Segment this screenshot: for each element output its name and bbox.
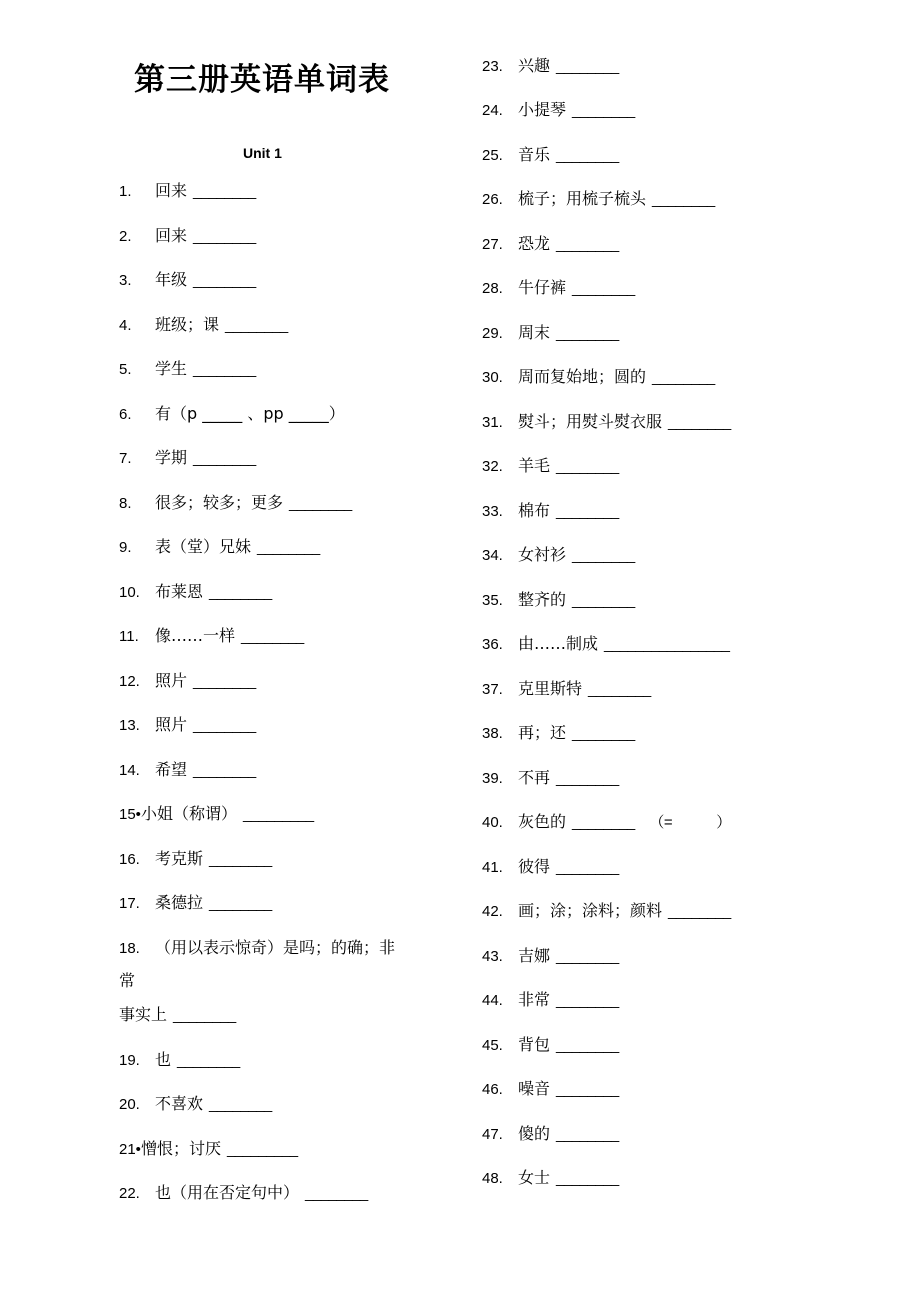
item-number: 25. [482,147,503,164]
item-meaning: 不喜欢 [155,1094,204,1113]
item-meaning: 有（p _____ 、pp _____） [155,404,345,423]
item-number: 19. [119,1052,140,1069]
answer-blank[interactable]: ________ [193,272,256,289]
item-number: 48. [482,1170,503,1187]
item-meaning: 学期 [155,448,188,467]
vocab-item [482,277,635,300]
answer-blank[interactable]: ________ [572,280,635,297]
answer-blank[interactable]: ________ [209,1096,272,1113]
vocab-item [482,99,635,122]
answer-blank[interactable]: ________ [668,414,731,431]
answer-blank[interactable]: ________ [556,147,619,164]
answer-blank[interactable]: ________ [241,628,304,645]
item-number: 3. [119,272,132,289]
item-meaning: 彼得 [518,857,551,876]
item-number: 37. [482,681,503,698]
vocab-item [119,803,314,826]
item-meaning: 回来 [155,226,188,245]
answer-blank[interactable]: ________ [556,992,619,1009]
answer-blank[interactable]: ________ [556,458,619,475]
vocab-item [119,714,256,737]
item-number: 8. [119,495,132,512]
vocab-item [119,759,256,782]
item-meaning: 克里斯特 [518,679,583,698]
item-meaning: 女士 [518,1168,551,1187]
item-number: 23. [482,58,503,75]
item-number: 1. [119,183,132,200]
item-number: 46. [482,1081,503,1098]
vocab-item [119,314,288,337]
answer-blank[interactable]: ________ [652,369,715,386]
answer-blank[interactable]: ________ [556,503,619,520]
item-number: 43. [482,948,503,965]
answer-blank[interactable]: _________ [242,806,314,823]
vocab-item [119,225,256,248]
item-number: 31. [482,414,503,431]
vocab-item [119,269,256,292]
vocab-item [482,188,715,211]
answer-blank[interactable]: ________ [257,539,320,556]
answer-blank[interactable]: ________ [305,1185,368,1202]
vocab-item [482,811,731,834]
item-meaning: 女衬衫 [518,545,567,564]
vocab-item [482,722,635,745]
item-meaning: （用以表示惊奇）是吗；的确；非常 [119,938,396,990]
item-number: 27. [482,236,503,253]
item-number: 20. [119,1096,140,1113]
vocab-item [482,678,651,701]
vocab-item [119,1049,240,1072]
item-number: 38. [482,725,503,742]
vocab-item [119,403,351,426]
item-meaning: 兴趣 [518,56,551,75]
item-meaning: 班级；课 [155,315,220,334]
vocab-item [119,180,256,203]
answer-blank[interactable]: ________ [225,317,288,334]
vocab-item [119,932,409,998]
item-number: 10. [119,584,140,601]
item-number: 33. [482,503,503,520]
item-meaning: 非常 [518,990,551,1009]
vocab-item [119,358,256,381]
item-meaning: 也 [155,1050,172,1069]
vocab-item [482,767,619,790]
vocab-item [119,670,256,693]
answer-blank[interactable]: ________ [556,770,619,787]
vocab-item [119,625,304,648]
answer-blank[interactable]: ________ [193,183,256,200]
item-meaning: 周而复始地；圆的 [518,367,647,386]
answer-blank[interactable]: ________ [556,1126,619,1143]
answer-blank[interactable]: ________ [173,1007,236,1024]
item-meaning: 像……一样 [155,626,236,645]
answer-blank[interactable]: _________ [226,1141,298,1158]
item-meaning: 表（堂）兄妹 [155,537,252,556]
item-meaning: 音乐 [518,145,551,164]
item-meaning: 照片 [155,671,188,690]
vocab-item [482,55,619,78]
vocab-item [482,1078,619,1101]
vocab-item [482,366,715,389]
item-number: 14. [119,762,140,779]
vocab-item [482,945,619,968]
item-number: 18. [119,940,140,957]
item-number: 44. [482,992,503,1009]
vocab-item [482,900,731,923]
item-meaning: 再；还 [518,723,567,742]
answer-blank[interactable]: ________ [556,236,619,253]
vocab-item [119,1138,298,1161]
item-meaning: 恐龙 [518,234,551,253]
item-number: 40. [482,814,503,831]
item-number: 9. [119,539,132,556]
answer-blank[interactable]: ________ [289,495,352,512]
vocab-item [482,633,730,656]
vocab-item [119,447,256,470]
answer-blank[interactable]: ________ [572,725,635,742]
item-meaning: 牛仔裤 [518,278,567,297]
vocab-item [482,544,635,567]
vocab-item [482,455,619,478]
item-number: 6. [119,406,132,423]
item-number: 4. [119,317,132,334]
answer-blank[interactable]: ________ [193,673,256,690]
item-number: 7. [119,450,132,467]
item-number: 28. [482,280,503,297]
vocab-item [119,1182,368,1205]
item-number: 30. [482,369,503,386]
unit-heading: Unit 1 [243,145,282,161]
answer-blank[interactable]: ________ [193,450,256,467]
item-number: 5. [119,361,132,378]
item-meaning: 憎恨；讨厌 [140,1139,221,1158]
vocab-item [482,144,619,167]
item-number: 32. [482,458,503,475]
item-meaning: 周末 [518,323,551,342]
vocab-item [482,1167,619,1190]
answer-blank[interactable]: ________ [556,58,619,75]
item-meaning: 小姐（称谓） [140,804,237,823]
answer-blank[interactable]: ________ [652,191,715,208]
item-meaning: 希望 [155,760,188,779]
answer-blank[interactable]: ________ [209,851,272,868]
answer-blank[interactable]: ________ （= ） [572,814,731,831]
item-meaning: 学生 [155,359,188,378]
answer-blank[interactable]: ________ [193,228,256,245]
item-number: 15• [119,806,141,823]
item-number: 12. [119,673,140,690]
vocab-item [119,892,272,915]
answer-blank[interactable]: ________ [209,584,272,601]
item-number: 41. [482,859,503,876]
item-meaning: 梳子；用梳子梳头 [518,189,647,208]
vocab-item [119,492,352,515]
vocab-item [119,581,272,604]
item-number: 13. [119,717,140,734]
item-number: 45. [482,1037,503,1054]
item-number: 39. [482,770,503,787]
item-meaning: 回来 [155,181,188,200]
vocab-item [482,989,619,1012]
answer-blank[interactable]: ________ [556,325,619,342]
item-number: 42. [482,903,503,920]
item-meaning: 事实上 [119,1005,168,1024]
answer-blank[interactable]: ________ [193,717,256,734]
item-meaning: 整齐的 [518,590,567,609]
answer-blank[interactable]: ________ [193,762,256,779]
item-meaning: 噪音 [518,1079,551,1098]
vocab-item [482,411,731,434]
vocab-item [482,1123,619,1146]
vocab-item [119,1004,236,1027]
answer-blank[interactable]: ________________ [604,636,730,653]
item-number: 2. [119,228,132,245]
vocab-item [482,233,619,256]
item-meaning: 照片 [155,715,188,734]
answer-blank[interactable]: ________ [556,1081,619,1098]
item-meaning: 画；涂；涂料；颜料 [518,901,663,920]
item-meaning: 桑德拉 [155,893,204,912]
answer-blank[interactable]: ________ [556,859,619,876]
page-title: 第三册英语单词表 [134,62,390,98]
item-meaning: 背包 [518,1035,551,1054]
item-meaning: 吉娜 [518,946,551,965]
item-meaning: 羊毛 [518,456,551,475]
item-number: 47. [482,1126,503,1143]
answer-blank[interactable]: ________ [177,1052,240,1069]
item-meaning: 小提琴 [518,100,567,119]
item-number: 22. [119,1185,140,1202]
vocab-item [119,536,320,559]
item-meaning: 考克斯 [155,849,204,868]
item-number: 34. [482,547,503,564]
item-meaning: 棉布 [518,501,551,520]
item-number: 11. [119,628,139,645]
vocab-item [119,1093,272,1116]
item-meaning: 很多；较多；更多 [155,493,284,512]
answer-blank[interactable]: ________ [193,361,256,378]
vocab-item [482,589,635,612]
item-number: 36. [482,636,503,653]
vocab-item [482,500,619,523]
answer-blank[interactable]: ________ [572,102,635,119]
item-number: 35. [482,592,503,609]
item-number: 24. [482,102,503,119]
vocab-item [119,848,272,871]
answer-blank[interactable]: ________ [209,895,272,912]
item-number: 17. [119,895,140,912]
answer-blank[interactable]: ________ [588,681,651,698]
item-meaning: 傻的 [518,1124,551,1143]
item-meaning: 年级 [155,270,188,289]
item-number: 21• [119,1141,141,1158]
item-meaning: 布莱恩 [155,582,204,601]
answer-blank[interactable]: ________ [668,903,731,920]
item-number: 16. [119,851,140,868]
answer-blank[interactable]: ________ [556,1170,619,1187]
item-number: 29. [482,325,503,342]
answer-blank[interactable]: ________ [572,592,635,609]
vocab-item [482,1034,619,1057]
item-meaning: 由……制成 [518,634,599,653]
vocab-item [482,856,619,879]
item-number: 26. [482,191,503,208]
answer-blank[interactable]: ________ [556,948,619,965]
item-meaning: 也（用在否定句中） [155,1183,300,1202]
vocab-item [482,322,619,345]
answer-blank[interactable]: ________ [572,547,635,564]
item-meaning: 熨斗；用熨斗熨衣服 [518,412,663,431]
item-meaning: 不再 [518,768,551,787]
answer-blank[interactable]: ________ [556,1037,619,1054]
item-meaning: 灰色的 [518,812,567,831]
